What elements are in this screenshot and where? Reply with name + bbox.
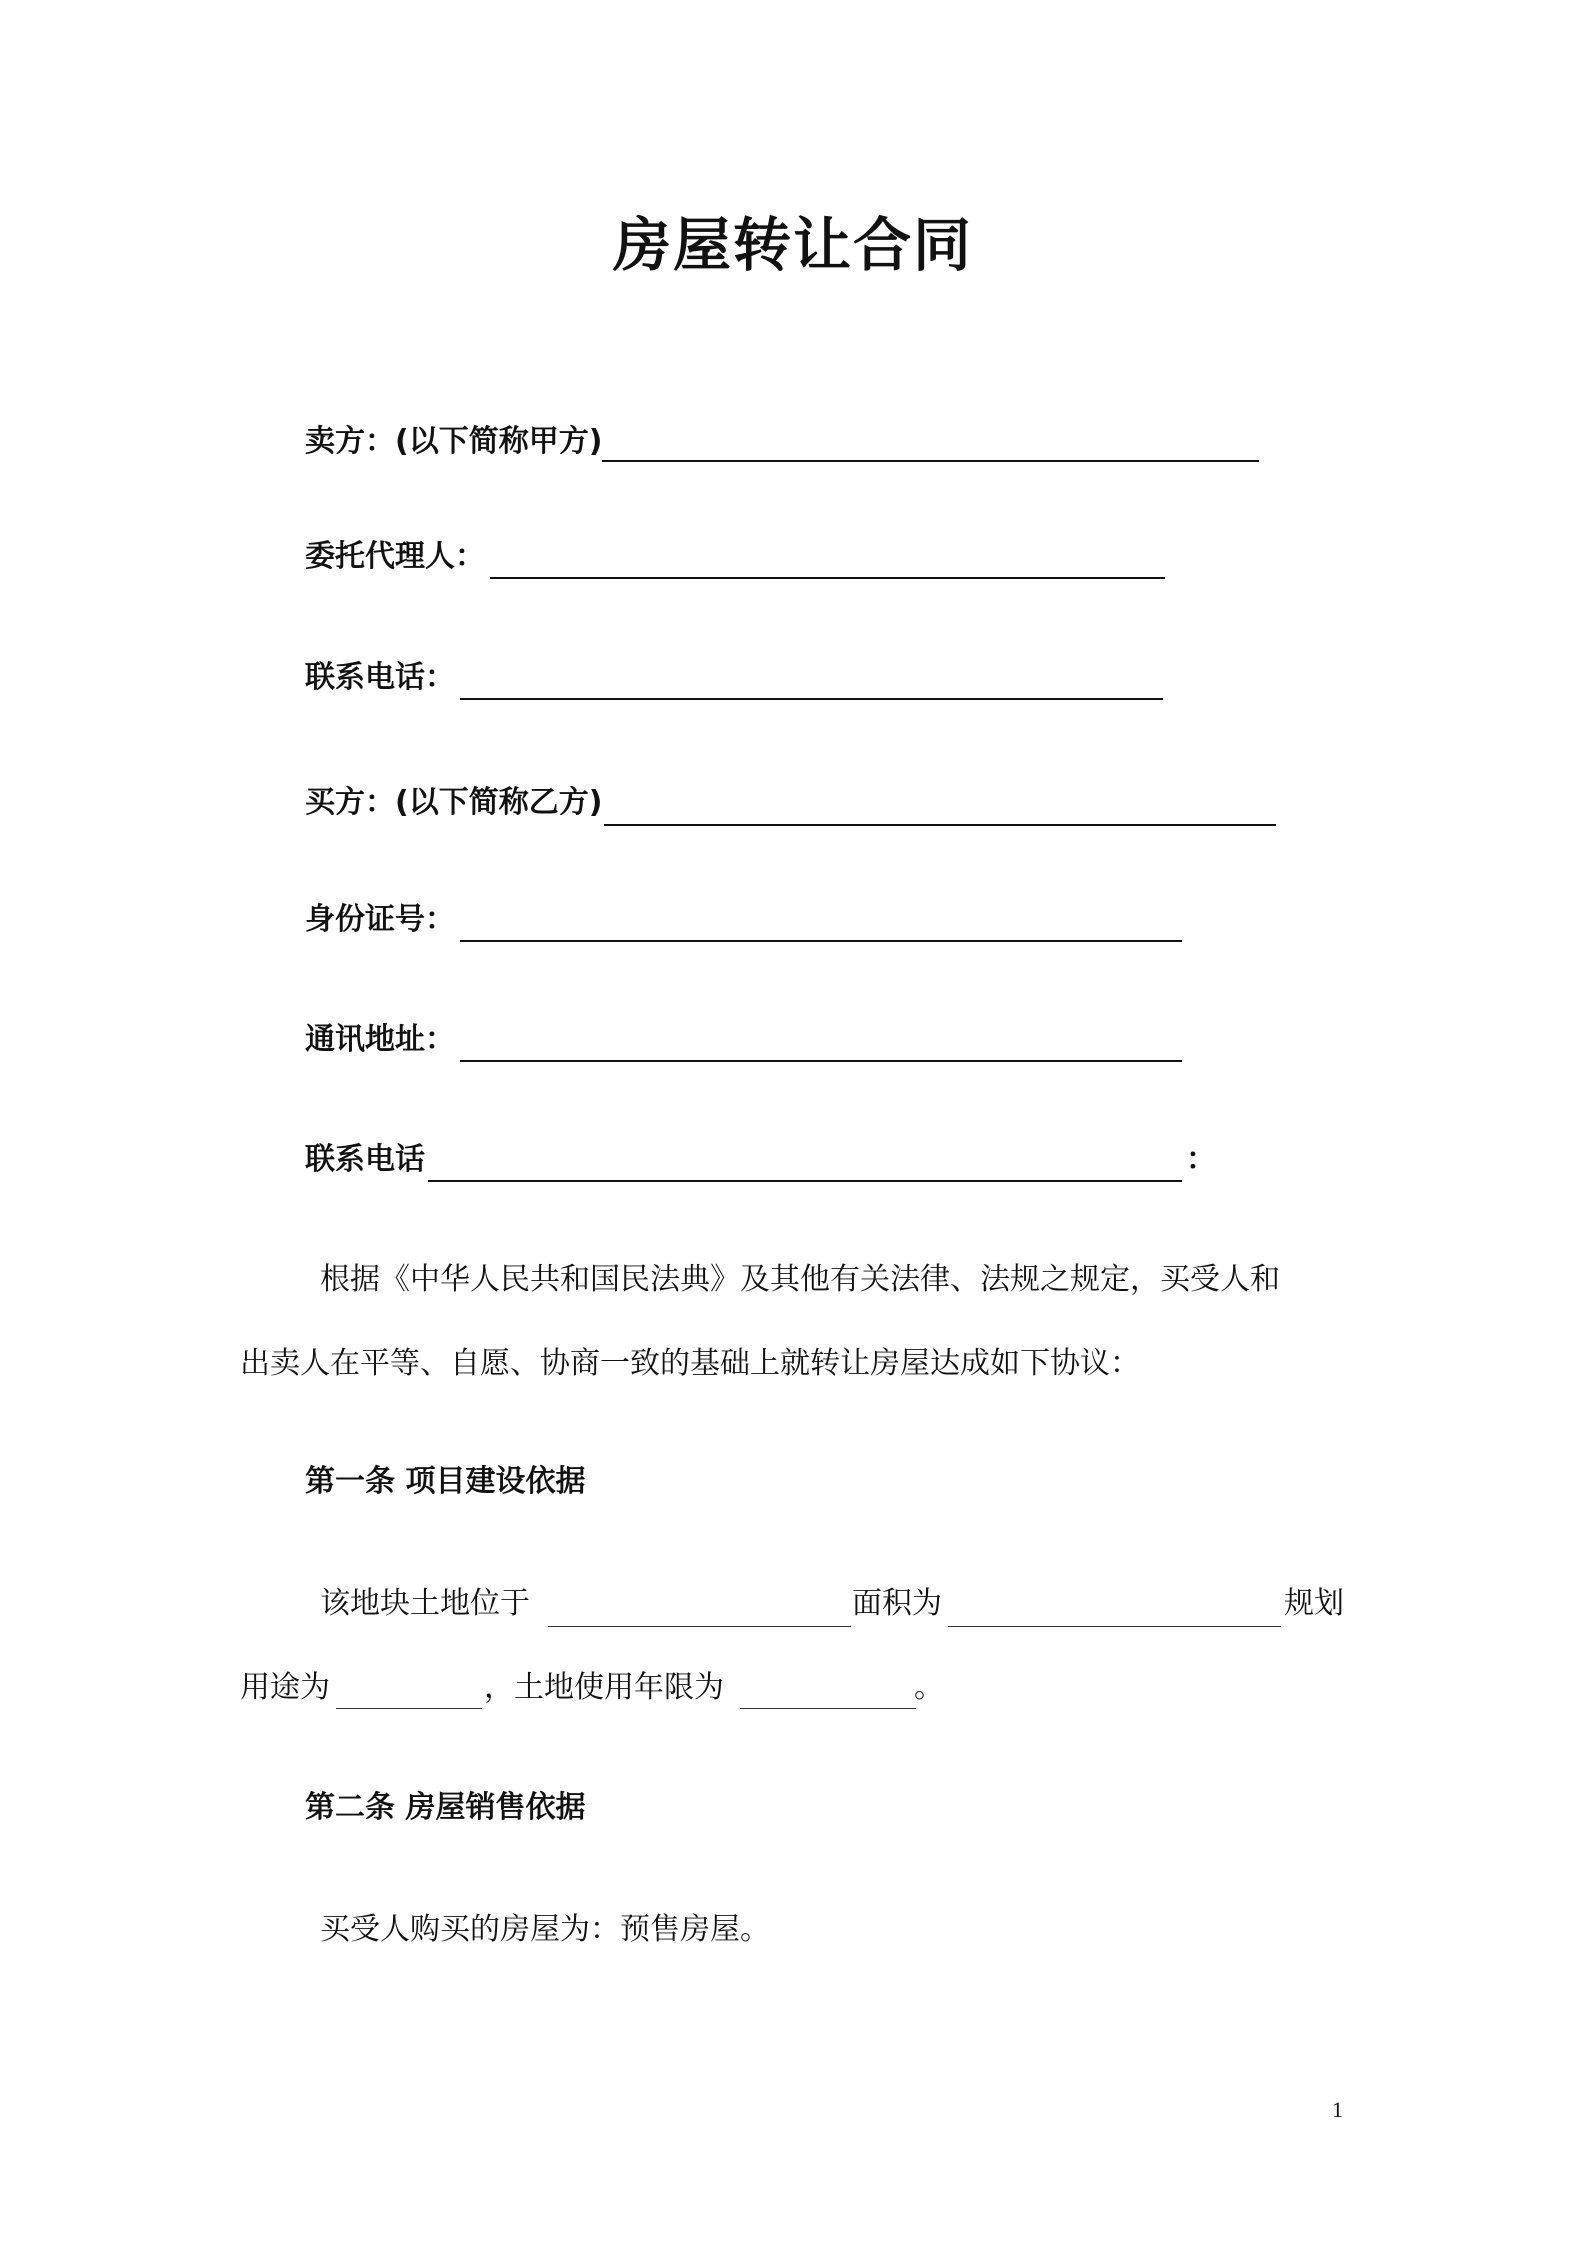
article-1-term-text: ，土地使用年限为: [484, 1670, 724, 1705]
agent-blank-line: [490, 577, 1165, 579]
land-term-blank-line: [740, 1708, 916, 1709]
id-number-blank-line: [460, 940, 1182, 942]
article-2-heading: 第二条 房屋销售依据: [305, 1790, 586, 1825]
article-1-period: 。: [914, 1670, 944, 1705]
page-number: 1: [1332, 2097, 1343, 2122]
seller-phone-label: 联系电话：: [305, 660, 455, 695]
article-1-area-text: 面积为: [852, 1586, 942, 1621]
seller-phone-blank-line: [460, 698, 1163, 700]
article-1-location-text: 该地块土地位于: [320, 1586, 530, 1621]
id-number-label: 身份证号：: [305, 902, 455, 937]
buyer-phone-colon: ：: [1186, 1142, 1216, 1177]
land-area-blank-line: [948, 1626, 1281, 1627]
address-blank-line: [460, 1060, 1182, 1062]
seller-blank-line: [602, 460, 1259, 462]
article-1-usage-text: 用途为: [240, 1670, 330, 1705]
agent-label: 委托代理人：: [305, 539, 485, 574]
buyer-phone-blank-line: [428, 1180, 1182, 1182]
article-2-body: 买受人购买的房屋为：预售房屋。: [320, 1912, 770, 1947]
article-1-planning-text: 规划: [1284, 1586, 1344, 1621]
buyer-label: 买方：(以下简称乙方): [305, 785, 603, 820]
land-location-blank-line: [548, 1626, 851, 1627]
article-1-heading: 第一条 项目建设依据: [305, 1464, 586, 1499]
preamble-line-1: 根据《中华人民共和国民法典》及其他有关法律、法规之规定，买受人和: [320, 1262, 1280, 1297]
land-usage-blank-line: [336, 1708, 482, 1709]
seller-label: 卖方：(以下简称甲方): [305, 424, 603, 459]
preamble-line-2: 出卖人在平等、自愿、协商一致的基础上就转让房屋达成如下协议：: [240, 1346, 1140, 1381]
buyer-phone-label: 联系电话: [305, 1142, 425, 1177]
document-title: 房屋转让合同: [612, 211, 973, 279]
buyer-blank-line: [604, 824, 1276, 826]
address-label: 通讯地址：: [305, 1022, 455, 1057]
